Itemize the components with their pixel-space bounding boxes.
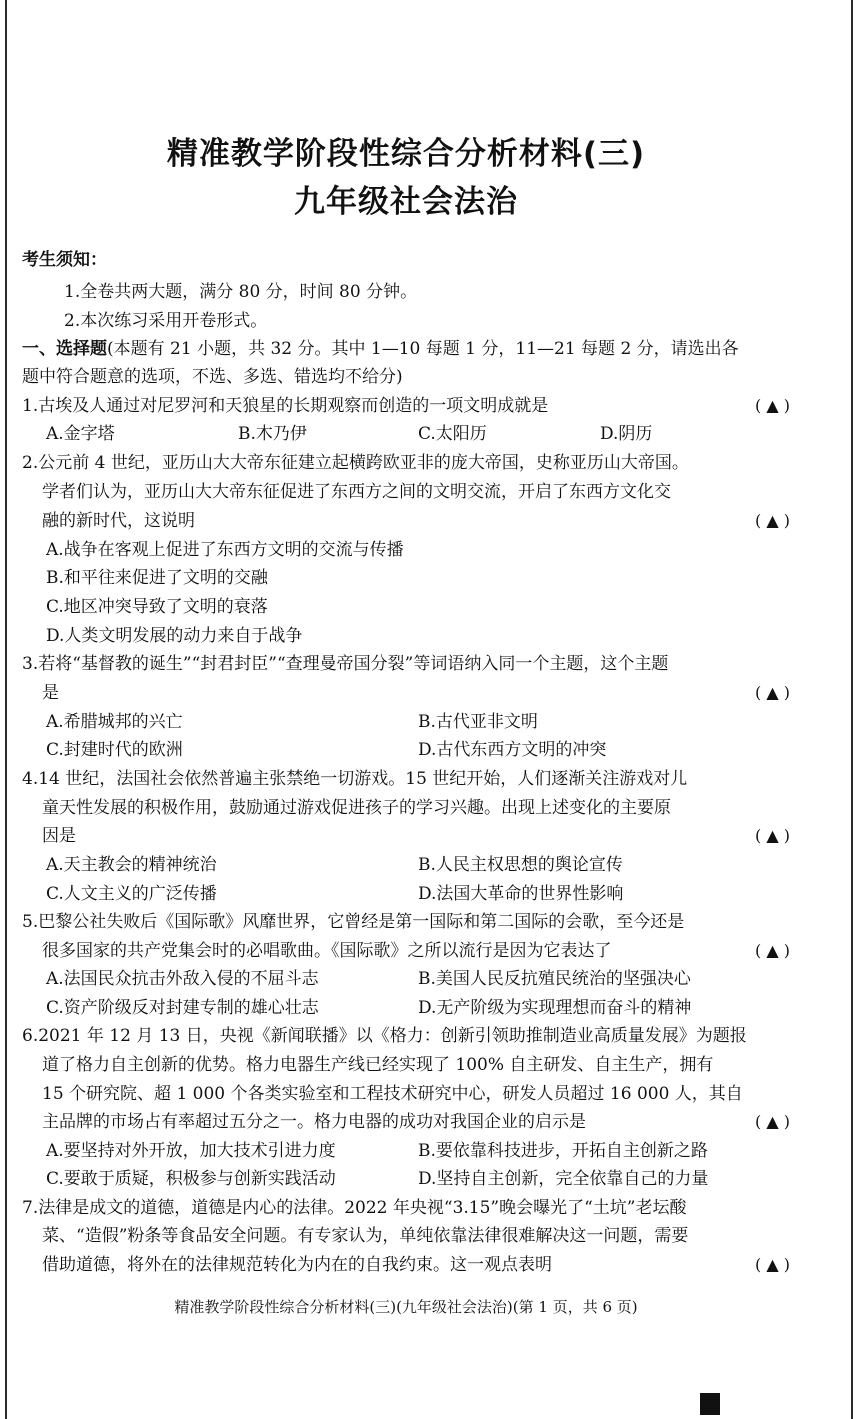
question-stem: 6.2021 年 12 月 13 日，央视《新闻联播》以《格力：创新引领助推制造业高质量发展》为题报 <box>22 1026 747 1046</box>
option-c: C.地区冲突导致了文明的衰落 <box>46 597 268 617</box>
section-description: 题中符合题意的选项，不选、多选、错选均不给分) <box>22 367 403 387</box>
option-c: C.人文主义的广泛传播 <box>46 884 217 904</box>
question-stem: 2.公元前 4 世纪，亚历山大大帝东征建立起横跨欧亚非的庞大帝国，史称亚历山大帝国。 <box>22 453 689 473</box>
page-title: 精准教学阶段性综合分析材料(三) <box>166 136 646 172</box>
option-a: A.天主教会的精神统治 <box>46 855 217 875</box>
page-subtitle: 九年级社会法治 <box>294 184 518 220</box>
question-stem: 主品牌的市场占有率超过五分之一。格力电器的成功对我国企业的启示是 <box>42 1112 586 1132</box>
scan-border-right <box>851 0 853 1419</box>
section-description: (本题有 21 小题，共 32 分。其中 1—10 每题 1 分，11—21 每题 2 分，请选出各 <box>107 339 739 359</box>
option-a: A.要坚持对外开放，加大技术引进力度 <box>46 1141 336 1161</box>
option-c: C.资产阶级反对封建专制的雄心壮志 <box>46 998 319 1018</box>
question-stem: 道了格力自主创新的优势。格力电器生产线已经实现了 100% 自主研发、自主生产，拥有 <box>42 1055 714 1075</box>
section-heading: 一、选择题 <box>22 339 107 359</box>
option-d: D.阴历 <box>600 424 653 444</box>
question-stem: 7.法律是成文的道德，道德是内心的法律。2022 年央视“3.15”晚会曝光了“土坑”老坛酸 <box>22 1198 687 1218</box>
answer-mark: ( ▲ ) <box>755 1255 790 1274</box>
answer-mark: ( ▲ ) <box>755 396 790 415</box>
option-b: B.和平往来促进了文明的交融 <box>46 568 268 588</box>
question-stem: 是 <box>42 683 59 703</box>
option-c: C.封建时代的欧洲 <box>46 740 183 760</box>
question-stem: 4.14 世纪，法国社会依然普遍主张禁绝一切游戏。15 世纪开始，人们逐渐关注游戏对儿 <box>22 769 688 789</box>
question-stem: 很多国家的共产党集会时的必唱歌曲。《国际歌》之所以流行是因为它表达了 <box>42 941 612 961</box>
scan-marker <box>700 1393 720 1415</box>
answer-mark: ( ▲ ) <box>755 826 790 845</box>
option-a: A.战争在客观上促进了东西方文明的交流与传播 <box>46 540 404 560</box>
notice-item: 2.本次练习采用开卷形式。 <box>64 311 268 331</box>
option-b: B.古代亚非文明 <box>418 712 538 732</box>
option-d: D.坚持自主创新，完全依靠自己的力量 <box>418 1169 709 1189</box>
option-b: B.木乃伊 <box>238 424 307 444</box>
option-d: D.人类文明发展的动力来自于战争 <box>46 626 303 646</box>
notice-item: 1.全卷共两大题，满分 80 分，时间 80 分钟。 <box>64 282 418 302</box>
notice-heading: 考生须知： <box>22 250 107 270</box>
question-stem: 15 个研究院、超 1 000 个各类实验室和工程技术研究中心，研发人员超过 16 000 人，其自 <box>42 1084 743 1104</box>
question-stem: 学者们认为，亚历山大大帝东征促进了东西方之间的文明交流，开启了东西方文化交 <box>42 482 671 502</box>
question-stem: 因是 <box>42 826 76 846</box>
answer-mark: ( ▲ ) <box>755 683 790 702</box>
page-footer: 精准教学阶段性综合分析材料(三)(九年级社会法治)(第 1 页，共 6 页) <box>174 1298 638 1316</box>
option-a: A.希腊城邦的兴亡 <box>46 712 183 732</box>
question-stem: 融的新时代，这说明 <box>42 511 195 531</box>
option-d: D.古代东西方文明的冲突 <box>418 740 607 760</box>
question-stem: 5.巴黎公社失败后《国际歌》风靡世界，它曾经是第一国际和第二国际的会歌，至今还是 <box>22 912 685 932</box>
answer-mark: ( ▲ ) <box>755 511 790 530</box>
option-a: A.金字塔 <box>46 424 115 444</box>
option-d: D.无产阶级为实现理想而奋斗的精神 <box>418 998 692 1018</box>
option-c: C.太阳历 <box>418 424 487 444</box>
question-stem: 3.若将“基督教的诞生”“封君封臣”“查理曼帝国分裂”等词语纳入同一个主题，这个主题 <box>22 654 669 674</box>
question-stem: 1.古埃及人通过对尼罗河和天狼星的长期观察而创造的一项文明成就是 <box>22 396 549 416</box>
answer-mark: ( ▲ ) <box>755 941 790 960</box>
question-stem: 借助道德，将外在的法律规范转化为内在的自我约束。这一观点表明 <box>42 1255 552 1275</box>
option-c: C.要敢于质疑，积极参与创新实践活动 <box>46 1169 336 1189</box>
option-d: D.法国大革命的世界性影响 <box>418 884 624 904</box>
option-b: B.要依靠科技进步，开拓自主创新之路 <box>418 1141 708 1161</box>
answer-mark: ( ▲ ) <box>755 1112 790 1131</box>
option-b: B.人民主权思想的舆论宣传 <box>418 855 623 875</box>
question-stem: 童天性发展的积极作用，鼓励通过游戏促进孩子的学习兴趣。出现上述变化的主要原 <box>42 798 671 818</box>
option-a: A.法国民众抗击外敌入侵的不屈斗志 <box>46 969 319 989</box>
option-b: B.美国人民反抗殖民统治的坚强决心 <box>418 969 691 989</box>
question-stem: 菜、“造假”粉条等食品安全问题。有专家认为，单纯依靠法律很难解决这一问题，需要 <box>42 1226 689 1246</box>
